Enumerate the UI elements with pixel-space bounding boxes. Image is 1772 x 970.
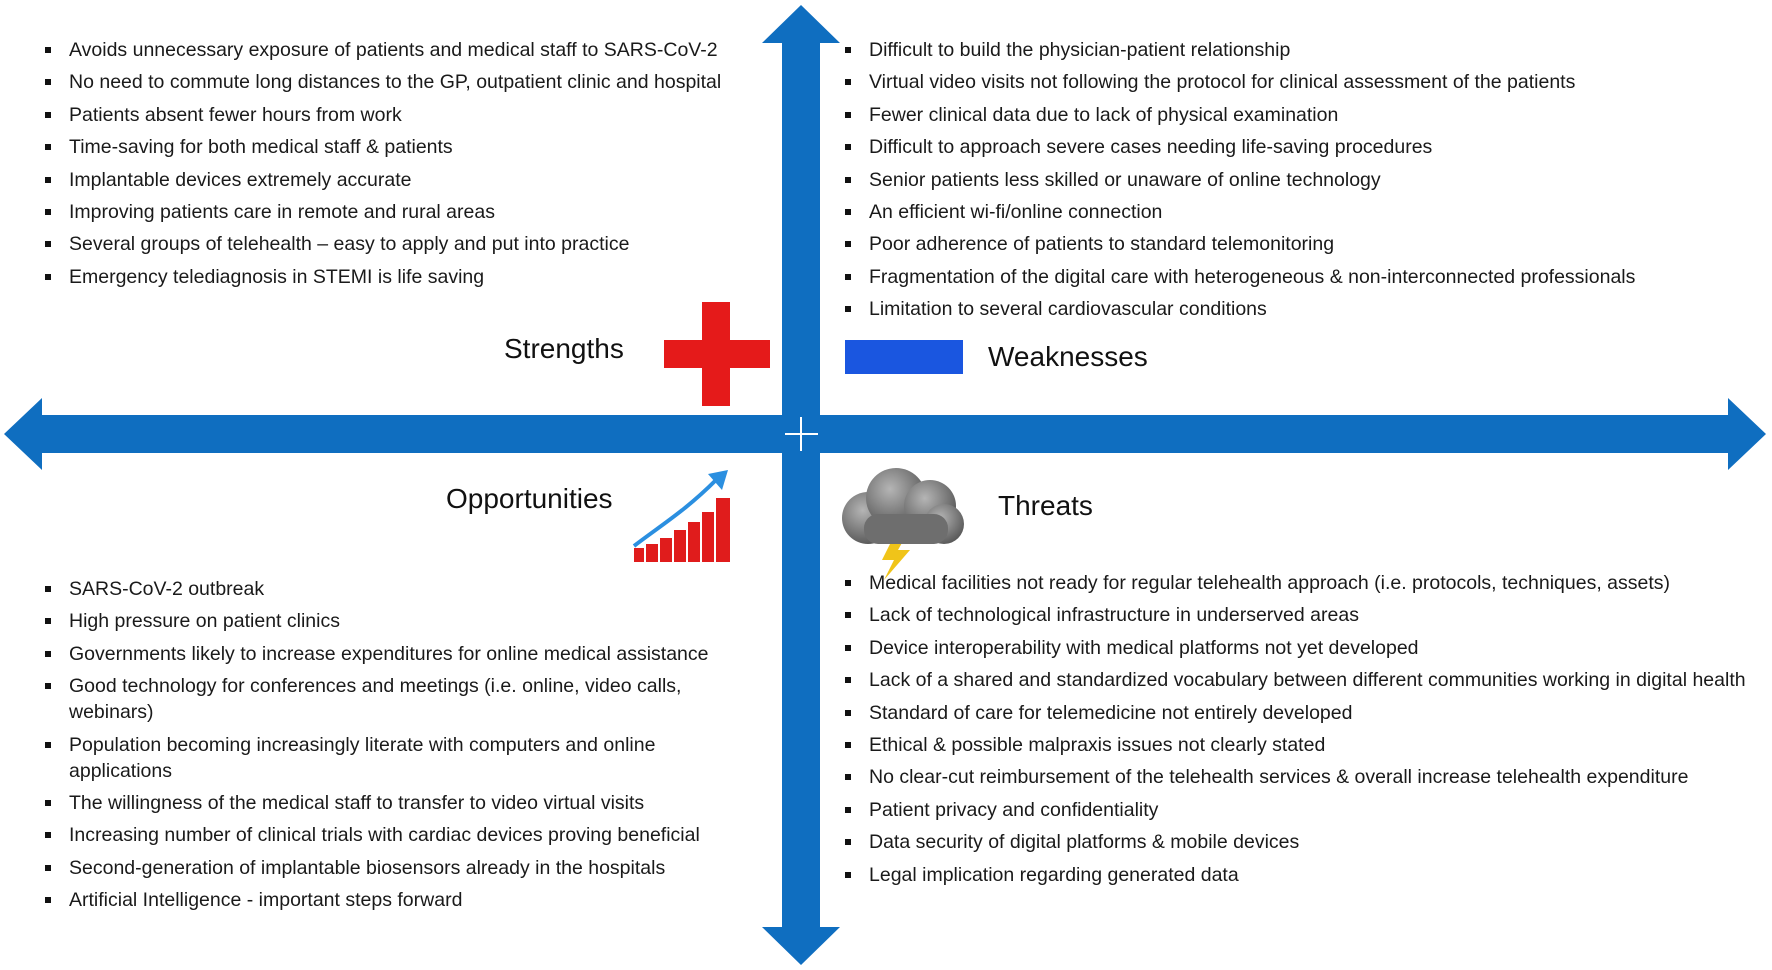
opportunity-item: SARS-CoV-2 outbreak bbox=[45, 576, 745, 602]
strength-item: Improving patients care in remote and rural areas bbox=[45, 199, 765, 225]
opportunity-item: Second-generation of implantable biosensors already in the hospitals bbox=[45, 855, 745, 881]
strength-item: Avoids unnecessary exposure of patients and medical staff to SARS-CoV-2 bbox=[45, 37, 765, 63]
opportunity-item: Artificial Intelligence - important steps forward bbox=[45, 887, 745, 913]
threat-item: Data security of digital platforms & mobile devices bbox=[845, 829, 1750, 855]
opportunity-item: Increasing number of clinical trials with cardiac devices proving beneficial bbox=[45, 822, 745, 848]
strengths-list bbox=[45, 37, 765, 296]
threat-item: No clear-cut reimbursement of the telehealth services & overall increase telehealth expenditure bbox=[845, 764, 1750, 790]
threat-item: Standard of care for telemedicine not entirely developed bbox=[845, 700, 1750, 726]
threat-item: Lack of a shared and standardized vocabulary between different communities working in digital health bbox=[845, 667, 1750, 693]
strengths-title: Strengths bbox=[504, 333, 624, 364]
strength-item: Several groups of telehealth – easy to apply and put into practice bbox=[45, 231, 765, 257]
growth-chart-icon bbox=[630, 466, 740, 566]
opportunity-item: High pressure on patient clinics bbox=[45, 608, 745, 634]
opportunities-list bbox=[45, 576, 745, 920]
threat-item: Device interoperability with medical platforms not yet developed bbox=[845, 635, 1750, 661]
weakness-item: Senior patients less skilled or unaware of online technology bbox=[845, 167, 1765, 193]
weakness-item: Fewer clinical data due to lack of physical examination bbox=[845, 102, 1765, 128]
weakness-item: Limitation to several cardiovascular conditions bbox=[845, 296, 1765, 322]
blue-bar-icon bbox=[845, 340, 963, 374]
strength-item: Time-saving for both medical staff & patients bbox=[45, 134, 765, 160]
strength-item: No need to commute long distances to the GP, outpatient clinic and hospital bbox=[45, 69, 765, 95]
storm-cloud-icon bbox=[834, 462, 970, 582]
strength-item: Implantable devices extremely accurate bbox=[45, 167, 765, 193]
threat-item: Lack of technological infrastructure in underserved areas bbox=[845, 602, 1750, 628]
threat-item: Legal implication regarding generated data bbox=[845, 862, 1750, 888]
opportunity-item: Population becoming increasingly literate with computers and online applications bbox=[45, 732, 745, 784]
threat-item: Medical facilities not ready for regular telehealth approach (i.e. protocols, techniques, assets) bbox=[845, 570, 1750, 596]
weakness-item: Difficult to build the physician-patient relationship bbox=[845, 37, 1765, 63]
threats-list bbox=[845, 570, 1750, 894]
vertical-double-arrow bbox=[762, 5, 840, 965]
opportunities-title: Opportunities bbox=[446, 483, 613, 514]
opportunity-item: The willingness of the medical staff to transfer to video virtual visits bbox=[45, 790, 745, 816]
strength-item: Patients absent fewer hours from work bbox=[45, 102, 765, 128]
weakness-item: Virtual video visits not following the protocol for clinical assessment of the patients bbox=[845, 69, 1765, 95]
weaknesses-title: Weaknesses bbox=[988, 341, 1148, 372]
weakness-item: Difficult to approach severe cases needing life-saving procedures bbox=[845, 134, 1765, 160]
weakness-item: Fragmentation of the digital care with heterogeneous & non-interconnected professionals bbox=[845, 264, 1765, 290]
horizontal-double-arrow bbox=[4, 398, 1766, 470]
opportunity-item: Governments likely to increase expenditures for online medical assistance bbox=[45, 641, 745, 667]
weakness-item: Poor adherence of patients to standard telemonitoring bbox=[845, 231, 1765, 257]
threat-item: Ethical & possible malpraxis issues not clearly stated bbox=[845, 732, 1750, 758]
threat-item: Patient privacy and confidentiality bbox=[845, 797, 1750, 823]
weakness-item: An efficient wi-fi/online connection bbox=[845, 199, 1765, 225]
strength-item: Emergency telediagnosis in STEMI is life saving bbox=[45, 264, 765, 290]
red-cross-icon bbox=[664, 302, 770, 406]
opportunity-item: Good technology for conferences and meetings (i.e. online, video calls, webinars) bbox=[45, 673, 745, 725]
weaknesses-list bbox=[845, 37, 1765, 329]
threats-title: Threats bbox=[998, 490, 1093, 521]
